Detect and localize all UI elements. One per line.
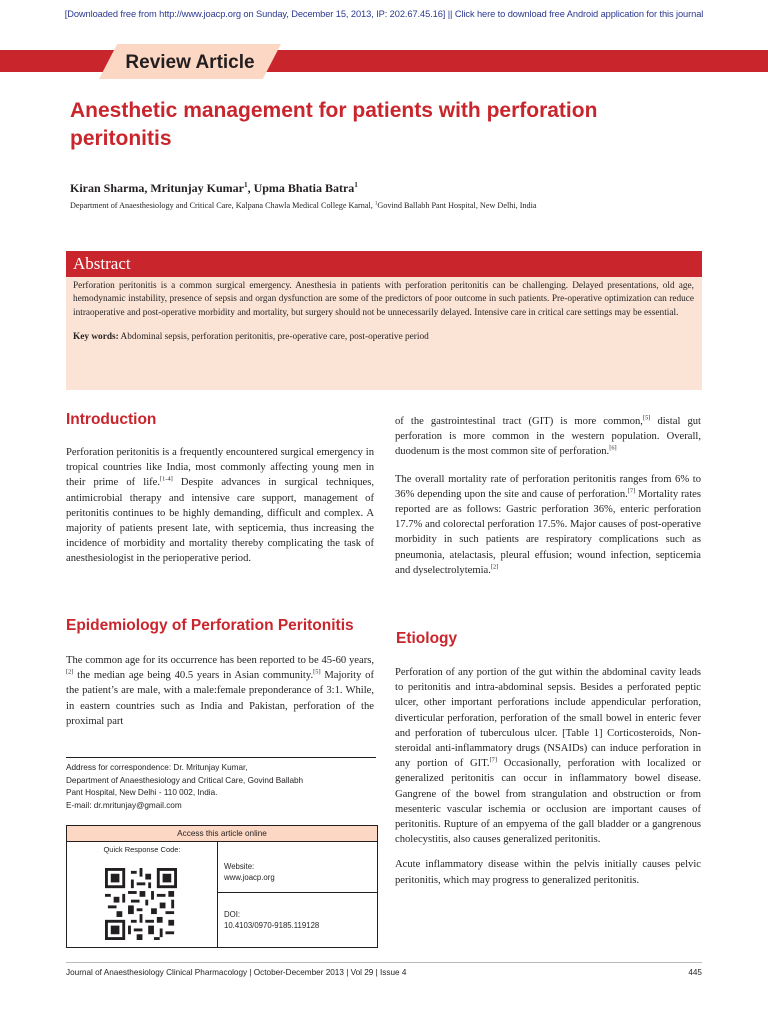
access-heading: Access this article online <box>67 826 377 842</box>
epidemiology-paragraph <box>66 653 374 729</box>
mortality-paragraph <box>395 472 701 578</box>
article-title: Anesthetic management for patients with perforation peritonitis <box>70 99 598 150</box>
website-link[interactable]: www.joacp.org <box>224 873 275 882</box>
website-label: Website: <box>224 862 255 871</box>
citation[interactable]: [2] <box>66 668 74 676</box>
download-banner[interactable]: [Downloaded free from http://www.joacp.org on Sunday, December 15, 2013, IP: 202.67.45.16] || Click here to download free Android application for this journal <box>64 9 704 19</box>
right-column-top <box>395 414 701 588</box>
keywords-text: Abdominal sepsis, perforation peritonitis, pre-operative care, post-operative period <box>118 331 429 342</box>
qr-code-icon[interactable] <box>105 868 177 940</box>
author-list <box>70 181 358 196</box>
citation[interactable]: [2] <box>490 563 499 571</box>
epidemiology-body <box>66 653 374 739</box>
qr-label: Quick Response Code: <box>103 845 181 854</box>
epi-text-3: Majority of the patient’s are male, with a male:female preponderance of 3:1. While, in eastern countries such as India and Pakistan, perforation of the proximal part <box>66 670 374 727</box>
etiology-body <box>395 665 701 898</box>
doi-cell <box>218 893 377 947</box>
etiology-heading: Etiology <box>396 630 458 647</box>
page-footer <box>66 968 702 977</box>
affiliation-rest: Govind Ballabh Pant Hospital, New Delhi, India <box>377 201 537 210</box>
email-address[interactable]: E-mail: dr.mritunjay@gmail.com <box>66 800 182 810</box>
author-names-2: , Upma Bhatia Batra <box>247 181 355 195</box>
right-text: Mortality rates reported are as follows: Gastric perforation 36%, enteric perforation 17.7% and colorectal perforation 17.5%. Major causes of post-operative morbidity in such patients are respiratory complications such as pneumonia, atelactasis, pleural effusion; wound infection, septicemia and dyselectrolytemia. <box>395 488 701 576</box>
address-line: Department of Anaesthesiology and Critical Care, Govind Ballabh <box>66 775 304 785</box>
right-text: The overall mortality rate of perforation peritonitis ranges from 6% to 36% depending upon the site and cause of perforation. <box>395 473 701 500</box>
affiliation-main: Department of Anaesthesiology and Critical Care, Kalpana Chawla Medical College Karnal, <box>70 201 375 210</box>
abstract-box <box>66 251 702 390</box>
etiology-paragraph <box>395 665 701 847</box>
author-names-1: Kiran Sharma, Mritunjay Kumar <box>70 181 244 195</box>
epidemiology-heading: Epidemiology of Perforation Peritonitis <box>66 617 354 634</box>
right-text: distal gut perforation is more common in the western population. Overall, duodenum is the most common site of perforation. <box>395 416 701 458</box>
author-sup-1: 1 <box>244 181 248 189</box>
pelvic-paragraph: Acute inflammatory disease within the pelvis initially causes pelvic peritonitis, which may progress to generalized peritonitis. <box>395 859 701 886</box>
right-text: of the gastrointestinal tract (GIT) is more common, <box>395 416 643 427</box>
author-sup-2: 1 <box>354 181 358 189</box>
abstract-heading: Abstract <box>66 251 702 277</box>
affiliation-sup: 1 <box>374 201 378 207</box>
citation[interactable]: [6] <box>609 444 617 452</box>
introduction-body <box>66 445 374 577</box>
doi-value[interactable]: 10.4103/0970-9185.119128 <box>224 921 320 930</box>
address-line: Pant Hospital, New Delhi - 110 002, India. <box>66 788 218 798</box>
website-cell <box>218 842 377 893</box>
correspondence-address <box>66 762 376 812</box>
citation[interactable]: [7] <box>627 487 636 495</box>
keywords-label: Key words: <box>73 331 119 342</box>
epi-text-1: The common age for its occurrence has been reported to be 45-60 years, <box>66 655 374 666</box>
citation[interactable]: [5] <box>313 668 321 676</box>
introduction-heading: Introduction <box>66 411 157 428</box>
abstract-text: Perforation peritonitis is a common surgical emergency. Anesthesia in patients with perforation peritonitis can be challenging. Delayed presentations, old age, hemodynamic instability, presence of sepsis and organ dysfunction are some of the predictors of poor outcome in such patients. Pre-operative optimization can reduce intraoperative and post-operative morbidity and mortality, but surgery should not be unnecessarily delayed. Intensive care in critical care settings may be essential. <box>73 281 694 318</box>
section-label: Review Article <box>125 52 255 73</box>
etiology-text-1: Perforation of any portion of the gut within the abdominal cavity leads to peritonitis and intra-abdominal sepsis. Besides a perforated peptic ulcer, other important perforations include appendicular perforation, diverticular perforation, perforation of the small bowel in enteric fever and perforation of tuberculous ulcer. [Table 1] Corticosteroids, Non-steroidal anti-inflammatory drugs (NSAIDs) can induce perforation in any portion of GIT. <box>395 667 701 770</box>
epi-text-2: the median age being 40.5 years in Asian community. <box>73 670 314 682</box>
keywords <box>66 332 702 342</box>
doi-label: DOI: <box>224 910 241 919</box>
page-number: 445 <box>688 968 702 977</box>
qr-cell <box>67 842 218 947</box>
citation[interactable]: [5] <box>642 414 651 422</box>
address-line: Address for correspondence: Dr. Mritunjay Kumar, <box>66 763 248 772</box>
intro-text-2: Despite advances in surgical techniques, antimicrobial therapy and intensive care support, management of peritonitis continues to be highly demanding, difficult and complex. A majority of patients present late, with septicemia, thus increasing the incidence of morbidity and mortality thereby complicating the task of anesthesiologist in the perioperative period. <box>66 477 374 565</box>
etiology-text-2: Occasionally, perforation with localized or generalized peritonitis can occur in inflammatory bowel disease. Gangrene of the bowel from strangulation and obstruction or from mesenteric vascular ischemia or occlusion are important causes of peritonitis. Rupture of an empyema of the gall bladder or a gangrenous cholecystitis, also causes generalized peritonitis. <box>395 758 701 846</box>
gastro-paragraph <box>395 414 701 460</box>
intro-text-1: Perforation peritonitis is a frequently encountered surgical emergency in tropical countries like India, most commonly affecting young men in their prime of life. <box>66 447 374 489</box>
access-article-box <box>66 825 378 948</box>
introduction-paragraph <box>66 445 374 567</box>
affiliation <box>70 201 537 210</box>
footer-divider <box>66 962 702 963</box>
journal-info: Journal of Anaesthesiology Clinical Pharmacology | October-December 2013 | Vol 29 | Issue 4 <box>66 968 407 977</box>
citation[interactable]: [1-4] <box>160 475 173 483</box>
citation[interactable]: [7] <box>489 756 497 764</box>
correspondence-divider <box>66 757 376 758</box>
